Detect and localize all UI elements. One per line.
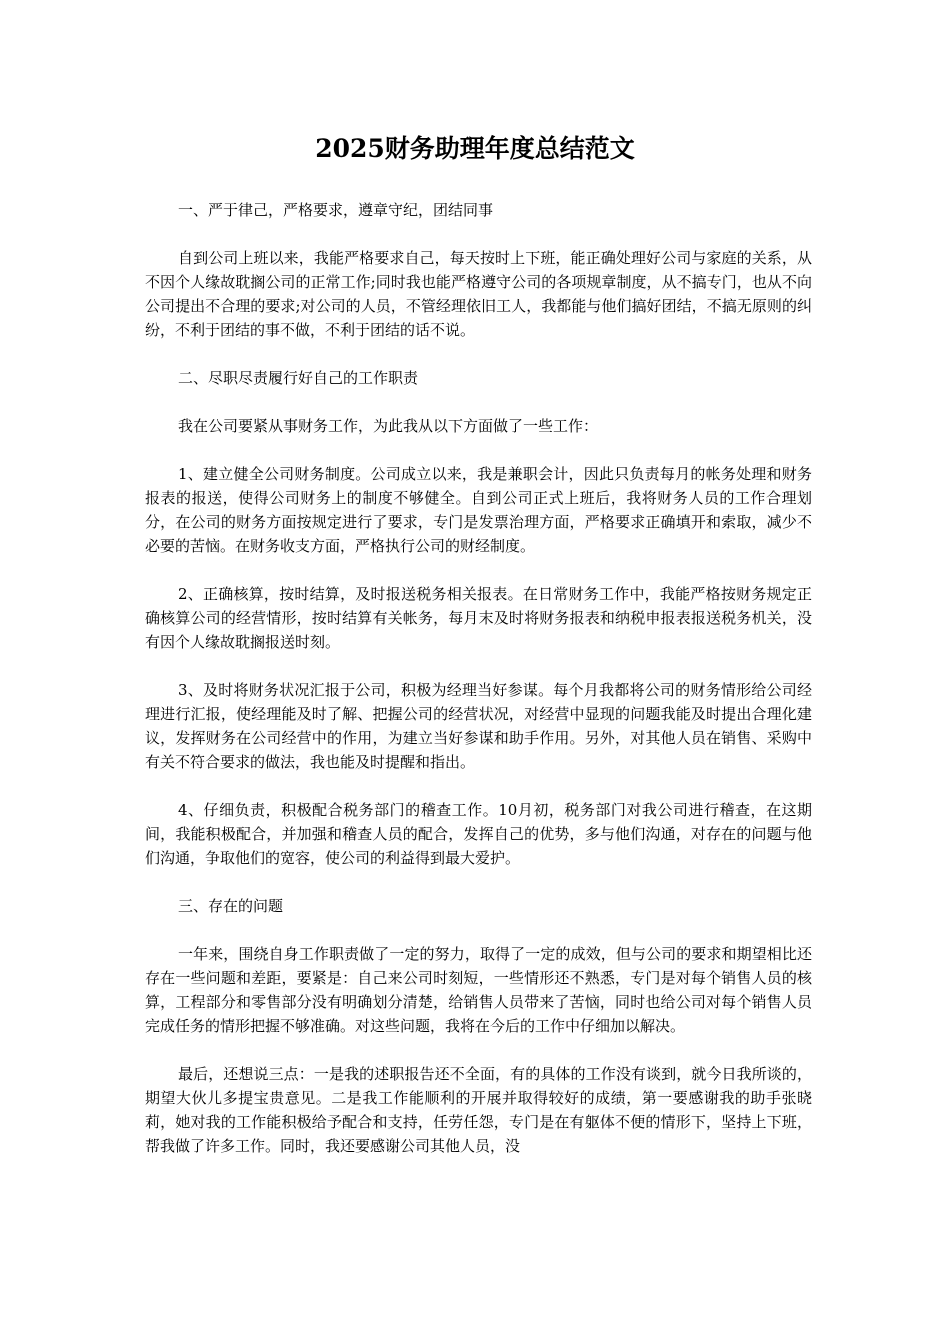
paragraph: 最后，还想说三点：一是我的述职报告还不全面，有的具体的工作没有谈到，就今日我所谈的，期望大伙儿多提宝贵意见。二是我工作能顺利的开展并取得较好的成绩，第一要感谢我的助手张晓莉，她对我的工作能积极给予配合和支持，任劳任怨，专门是在有躯体不便的情形下，坚持上下班，帮我做了许多工作。同时，我还要感谢公司其他人员，没 bbox=[145, 1065, 812, 1155]
section-heading: 二、尽职尽责履行好自己的工作职责 bbox=[178, 369, 419, 387]
paragraph: 2、正确核算，按时结算，及时报送税务相关报表。在日常财务工作中，我能严格按财务规定正确核算公司的经营情形，按时结算有关帐务，每月末及时将财务报表和纳税申报表报送税务机关，没有因个人缘故耽搁报送时刻。 bbox=[145, 585, 812, 651]
paragraph: 3、及时将财务状况汇报于公司，积极为经理当好参谋。每个月我都将公司的财务情形给公司经理进行汇报，使经理能及时了解、把握公司的经营状况，对经营中显现的问题我能及时提出合理化建议，发挥财务在公司经营中的作用，为建立当好参谋和助手作用。另外，对其他人员在销售、采购中有关不符合要求的做法，我也能及时提醒和指出。 bbox=[145, 681, 812, 771]
paragraph: 4、仔细负责，积极配合税务部门的稽查工作。10月初，税务部门对我公司进行稽查，在这期间，我能积极配合，并加强和稽查人员的配合，发挥自己的优势，多与他们沟通，对存在的问题与他们沟通，争取他们的宽容，使公司的利益得到最大爱护。 bbox=[145, 801, 812, 867]
document-title: 2025财务助理年度总结范文 bbox=[315, 134, 635, 163]
paragraph: 一年来，围绕自身工作职责做了一定的努力，取得了一定的成效，但与公司的要求和期望相比还存在一些问题和差距，要紧是：自己来公司时刻短，一些情形还不熟悉，专门是对每个销售人员的核算，工程部分和零售部分没有明确划分清楚，给销售人员带来了苦恼，同时也给公司对每个销售人员完成任务的情形把握不够准确。对这些问题，我将在今后的工作中仔细加以解决。 bbox=[145, 945, 812, 1035]
section-heading: 一、严于律己，严格要求，遵章守纪，团结同事 bbox=[178, 201, 494, 219]
paragraph: 我在公司要紧从事财务工作，为此我从以下方面做了一些工作： bbox=[178, 417, 599, 435]
section-heading: 三、存在的问题 bbox=[178, 897, 284, 915]
document-body bbox=[145, 198, 812, 1182]
paragraph: 自到公司上班以来，我能严格要求自己，每天按时上下班，能正确处理好公司与家庭的关系，从不因个人缘故耽搁公司的正常工作;同时我也能严格遵守公司的各项规章制度，从不搞专门，也从不向公司提出不合理的要求;对公司的人员，不管经理依旧工人，我都能与他们搞好团结，不搞无原则的纠纷，不利于团结的事不做，不利于团结的话不说。 bbox=[145, 249, 812, 339]
paragraph: 1、建立健全公司财务制度。公司成立以来，我是兼职会计，因此只负责每月的帐务处理和财务报表的报送，使得公司财务上的制度不够健全。自到公司正式上班后，我将财务人员的工作合理划分，在公司的财务方面按规定进行了要求，专门是发票治理方面，严格要求正确填开和索取，减少不必要的苦恼。在财务收支方面，严格执行公司的财经制度。 bbox=[145, 465, 812, 555]
